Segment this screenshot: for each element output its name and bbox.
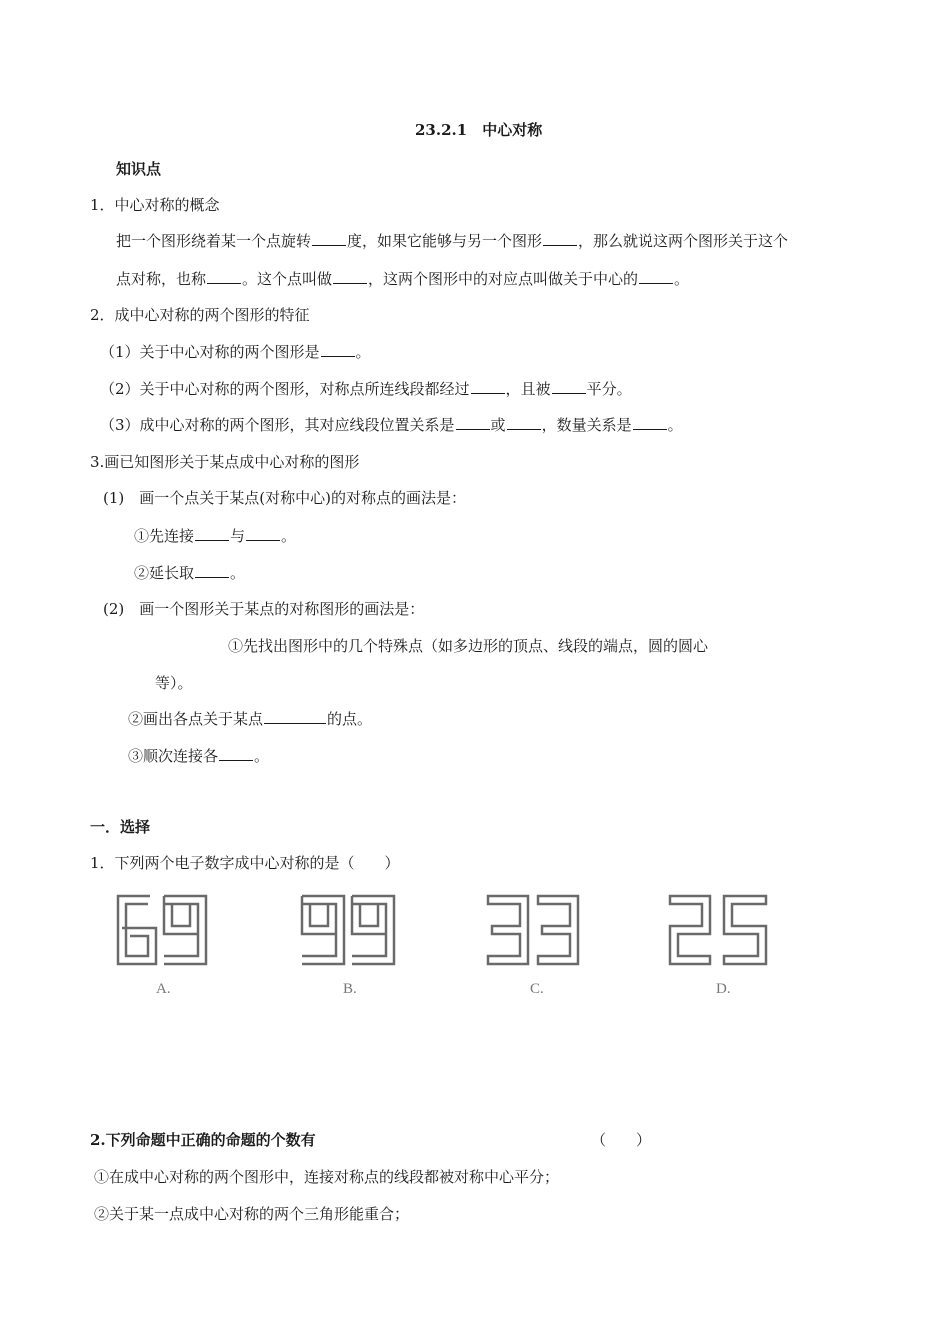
blank[interactable] <box>195 563 229 578</box>
k2-item3: （3）成中心对称的两个图形，其对应线段位置关系是 或 ，数量关系是 。 <box>100 416 683 434</box>
option-c-label: C. <box>530 981 544 997</box>
digits-25-icon <box>666 890 770 970</box>
k2-heading: 2．成中心对称的两个图形的特征 <box>90 306 310 324</box>
option-b-figure[interactable] <box>298 890 398 970</box>
q1-stem: 1．下列两个电子数字成中心对称的是（ ） <box>90 854 400 872</box>
page-title: 23.2.1 中心对称 <box>415 121 543 139</box>
option-c-figure[interactable] <box>484 890 584 970</box>
blank[interactable] <box>543 231 577 246</box>
k1-heading: 1．中心对称的概念 <box>90 196 220 214</box>
q2-statement-1: ①在成中心对称的两个图形中，连接对称点的线段都被对称中心平分； <box>94 1168 560 1186</box>
blank[interactable] <box>219 746 253 761</box>
q2-stem: 2.下列命题中正确的命题的个数有 <box>90 1131 316 1149</box>
k3-p1b: ②延长取 。 <box>134 564 246 582</box>
k1-line2: 点对称，也称 。这个点叫做 ，这两个图形中的对应点叫做关于中心的 。 <box>116 270 690 288</box>
k3-p1a: ①先连接 与 。 <box>134 527 297 545</box>
digits-33-icon <box>484 890 584 970</box>
k3-p2a: ①先找出图形中的几个特殊点（如多边形的顶点、线段的端点，圆的圆心 <box>228 637 709 655</box>
q2-statement-2: ②关于某一点成中心对称的两个三角形能重合； <box>94 1205 410 1223</box>
knowledge-heading: 知识点 <box>116 160 162 178</box>
k3-p2a-cont: 等）。 <box>155 674 193 692</box>
option-d-label: D. <box>716 981 731 997</box>
blank[interactable] <box>471 379 505 394</box>
blank[interactable] <box>456 415 490 430</box>
digits-99-icon <box>298 890 398 970</box>
digits-69-icon <box>112 890 212 970</box>
k1-line1: 把一个图形绕着某一个点旋转 度，如果它能够与另一个图形 ，那么就说这两个图形关于这个 <box>116 232 789 250</box>
blank[interactable] <box>195 526 229 541</box>
k3-heading: 3.画已知图形关于某点成中心对称的图形 <box>90 453 360 471</box>
k2-item2: （2）关于中心对称的两个图形，对称点所连线段都经过 ，且被 平分。 <box>100 380 632 398</box>
blank[interactable] <box>552 379 586 394</box>
blank[interactable] <box>507 415 541 430</box>
option-a-figure[interactable] <box>112 890 212 970</box>
option-d-figure[interactable] <box>666 890 770 970</box>
blank[interactable] <box>321 342 355 357</box>
blank[interactable] <box>639 269 673 284</box>
k3-p2c: ③顺次连接各 。 <box>128 747 270 765</box>
k3-p2: (2) 画一个图形关于某点的对称图形的画法是： <box>103 600 425 618</box>
blank[interactable] <box>312 231 346 246</box>
blank[interactable] <box>264 709 326 724</box>
section-heading: 一．选择 <box>90 818 151 836</box>
blank[interactable] <box>333 269 367 284</box>
k3-p2b: ②画出各点关于某点 的点。 <box>128 710 373 728</box>
k2-item1: （1）关于中心对称的两个图形是 。 <box>100 343 371 361</box>
k3-p1: (1) 画一个点关于某点(对称中心)的对称点的画法是： <box>103 489 466 507</box>
blank[interactable] <box>207 269 241 284</box>
q2-answer-paren[interactable]: （ ） <box>591 1131 652 1149</box>
blank[interactable] <box>633 415 667 430</box>
option-a-label: A. <box>156 981 171 997</box>
blank[interactable] <box>246 526 280 541</box>
option-b-label: B. <box>343 981 357 997</box>
